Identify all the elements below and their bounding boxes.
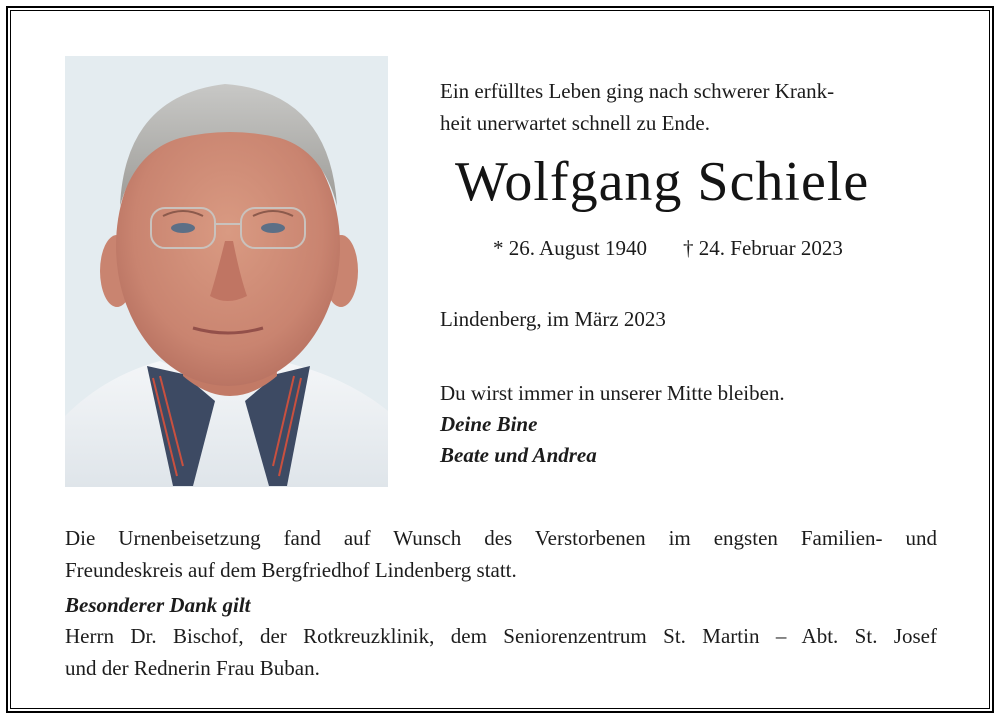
signature-2: Beate und Andrea bbox=[440, 443, 597, 467]
birth-date: * 26. August 1940 bbox=[493, 236, 648, 260]
thanks-text bbox=[65, 620, 937, 684]
farewell-line: Du wirst immer in unserer Mitte bleiben. bbox=[440, 381, 785, 405]
deceased-name: Wolfgang Schiele bbox=[455, 151, 870, 213]
place-and-date: Lindenberg, im März 2023 bbox=[440, 307, 666, 331]
burial-notice bbox=[65, 522, 937, 586]
burial-notice-line-2: Freundeskreis auf dem Bergfriedhof Lindenberg statt. bbox=[65, 558, 517, 582]
portrait-photo bbox=[65, 56, 388, 487]
thanks-line-2: und der Rednerin Frau Buban. bbox=[65, 656, 320, 680]
signature-1: Deine Bine bbox=[440, 412, 538, 436]
life-dates bbox=[493, 232, 843, 264]
intro-line-1: Ein erfülltes Leben ging nach schwerer Krank- bbox=[440, 79, 835, 103]
thanks-heading: Besonderer Dank gilt bbox=[65, 593, 251, 617]
thanks-line-1: Herrn Dr. Bischof, der Rotkreuzklinik, dem Seniorenzentrum St. Martin – Abt. St. Josef bbox=[65, 624, 937, 648]
intro-text bbox=[440, 75, 940, 139]
portrait-illustration bbox=[65, 56, 388, 487]
intro-line-2: heit unerwartet schnell zu Ende. bbox=[440, 111, 710, 135]
death-date: † 24. Februar 2023 bbox=[683, 236, 843, 260]
burial-notice-line-1: Die Urnenbeisetzung fand auf Wunsch des Verstorbenen im engsten Familien- und bbox=[65, 526, 937, 550]
